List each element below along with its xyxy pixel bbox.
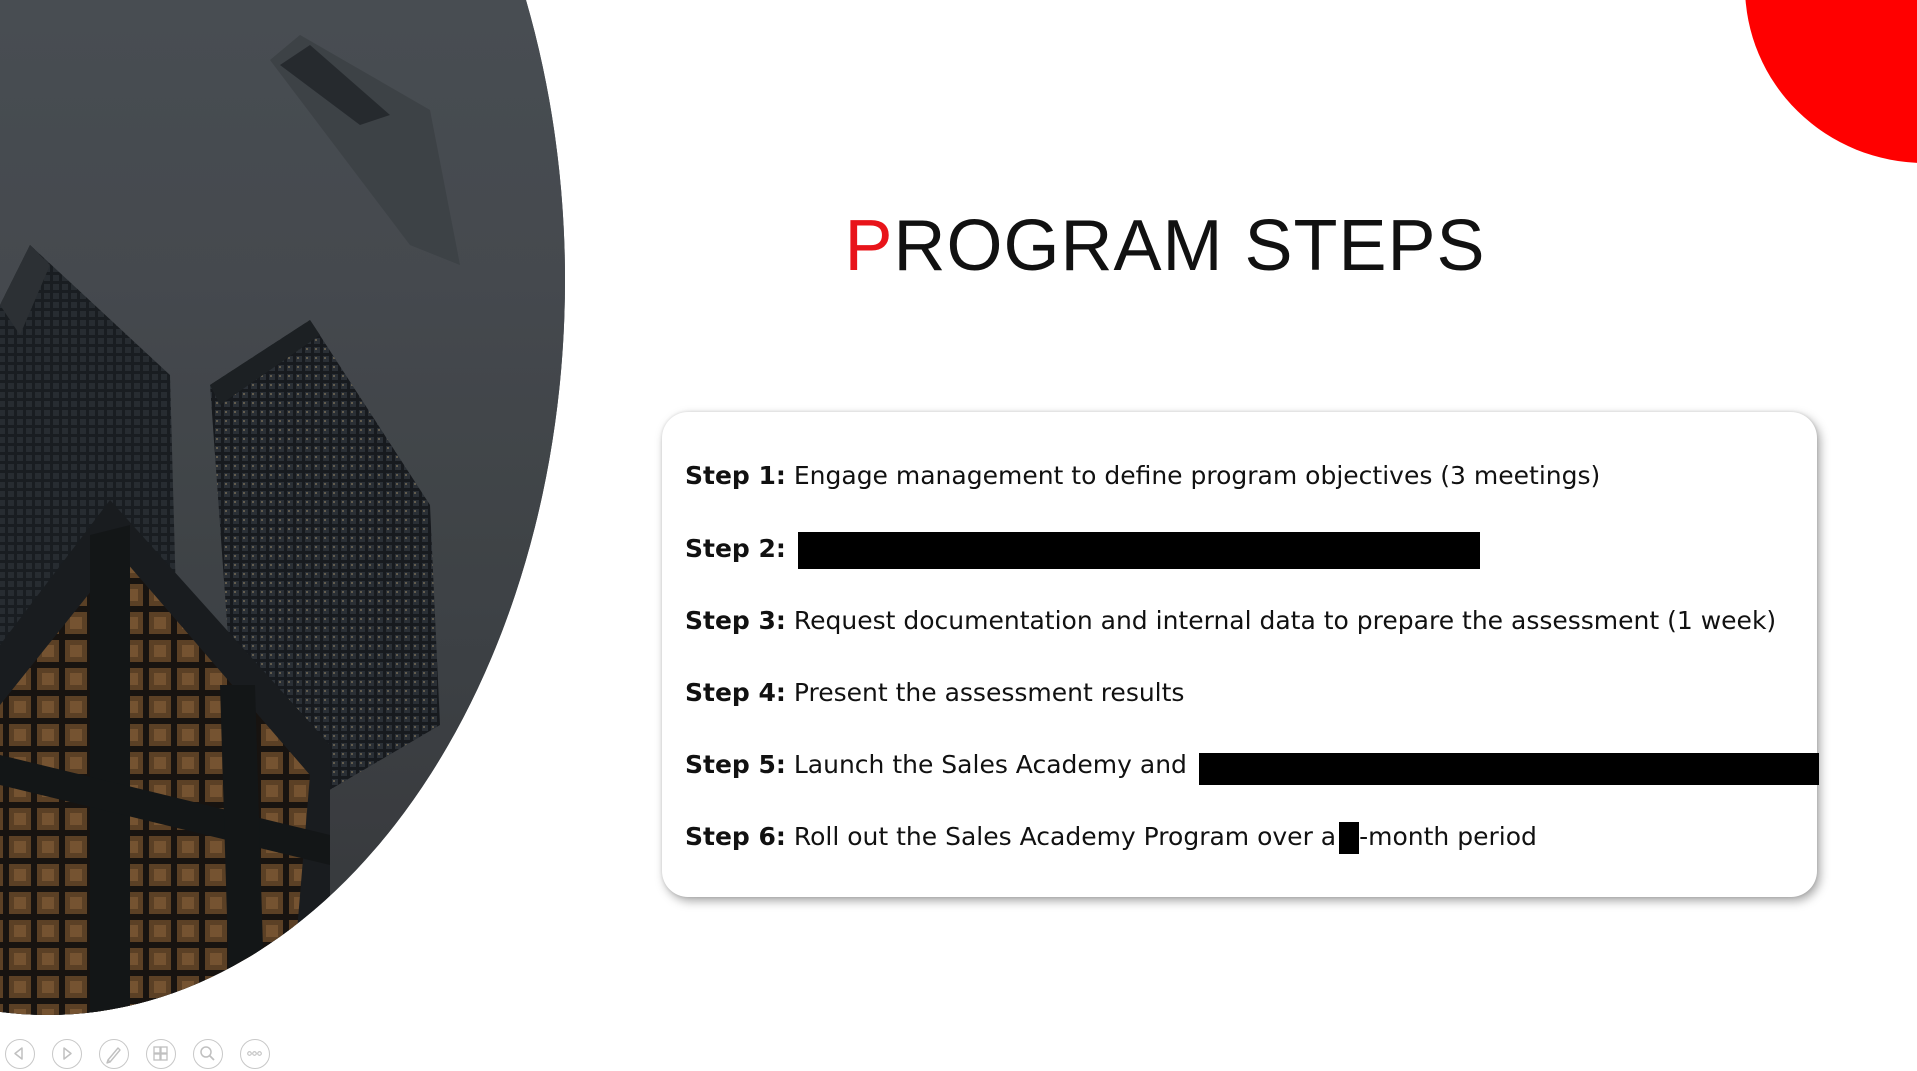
red-accent-circle bbox=[1745, 0, 1917, 163]
step-text-end: -month period bbox=[1359, 822, 1537, 851]
step-label: Step 5: bbox=[685, 750, 786, 779]
more-icon bbox=[241, 1040, 268, 1067]
title-rest: ROGRAM STEPS bbox=[893, 206, 1486, 286]
step-text: Roll out the Sales Academy Program over a bbox=[793, 822, 1337, 851]
buildings-photo-illustration bbox=[0, 0, 565, 1015]
redaction-block bbox=[798, 532, 1480, 569]
step-text: Request documentation and internal data to prepare the assessment (1 week) bbox=[793, 606, 1777, 635]
step-text: Engage management to define program objectives (3 meetings) bbox=[793, 461, 1601, 490]
step-item bbox=[685, 529, 1480, 569]
zoom-button[interactable] bbox=[193, 1039, 223, 1069]
steps-card bbox=[662, 412, 1817, 897]
step-label: Step 1: bbox=[685, 461, 786, 490]
step-label: Step 4: bbox=[685, 678, 786, 707]
step-label: Step 2: bbox=[685, 534, 786, 563]
next-button[interactable] bbox=[52, 1039, 82, 1069]
step-label: Step 3: bbox=[685, 606, 786, 635]
previous-button[interactable] bbox=[5, 1039, 35, 1069]
see-all-slides-button[interactable] bbox=[146, 1039, 176, 1069]
step-label: Step 6: bbox=[685, 822, 786, 851]
step-text: Present the assessment results bbox=[793, 678, 1185, 707]
step-item bbox=[685, 817, 1537, 857]
step-item bbox=[685, 456, 1600, 496]
buildings-photo bbox=[0, 0, 565, 1015]
step-item bbox=[685, 745, 1819, 785]
redaction-block bbox=[1339, 822, 1359, 854]
zoom-icon bbox=[194, 1040, 221, 1067]
redaction-block bbox=[1199, 753, 1819, 785]
title-first-letter: P bbox=[844, 206, 894, 286]
step-text: Launch the Sales Academy and bbox=[793, 750, 1187, 779]
step-item bbox=[685, 601, 1776, 641]
next-icon bbox=[53, 1040, 80, 1067]
pen-button[interactable] bbox=[99, 1039, 129, 1069]
previous-icon bbox=[6, 1040, 33, 1067]
step-item bbox=[685, 673, 1184, 713]
page-title bbox=[700, 205, 1630, 287]
pen-icon bbox=[100, 1040, 127, 1067]
more-options-button[interactable] bbox=[240, 1039, 270, 1069]
slides-grid-icon bbox=[147, 1040, 174, 1067]
